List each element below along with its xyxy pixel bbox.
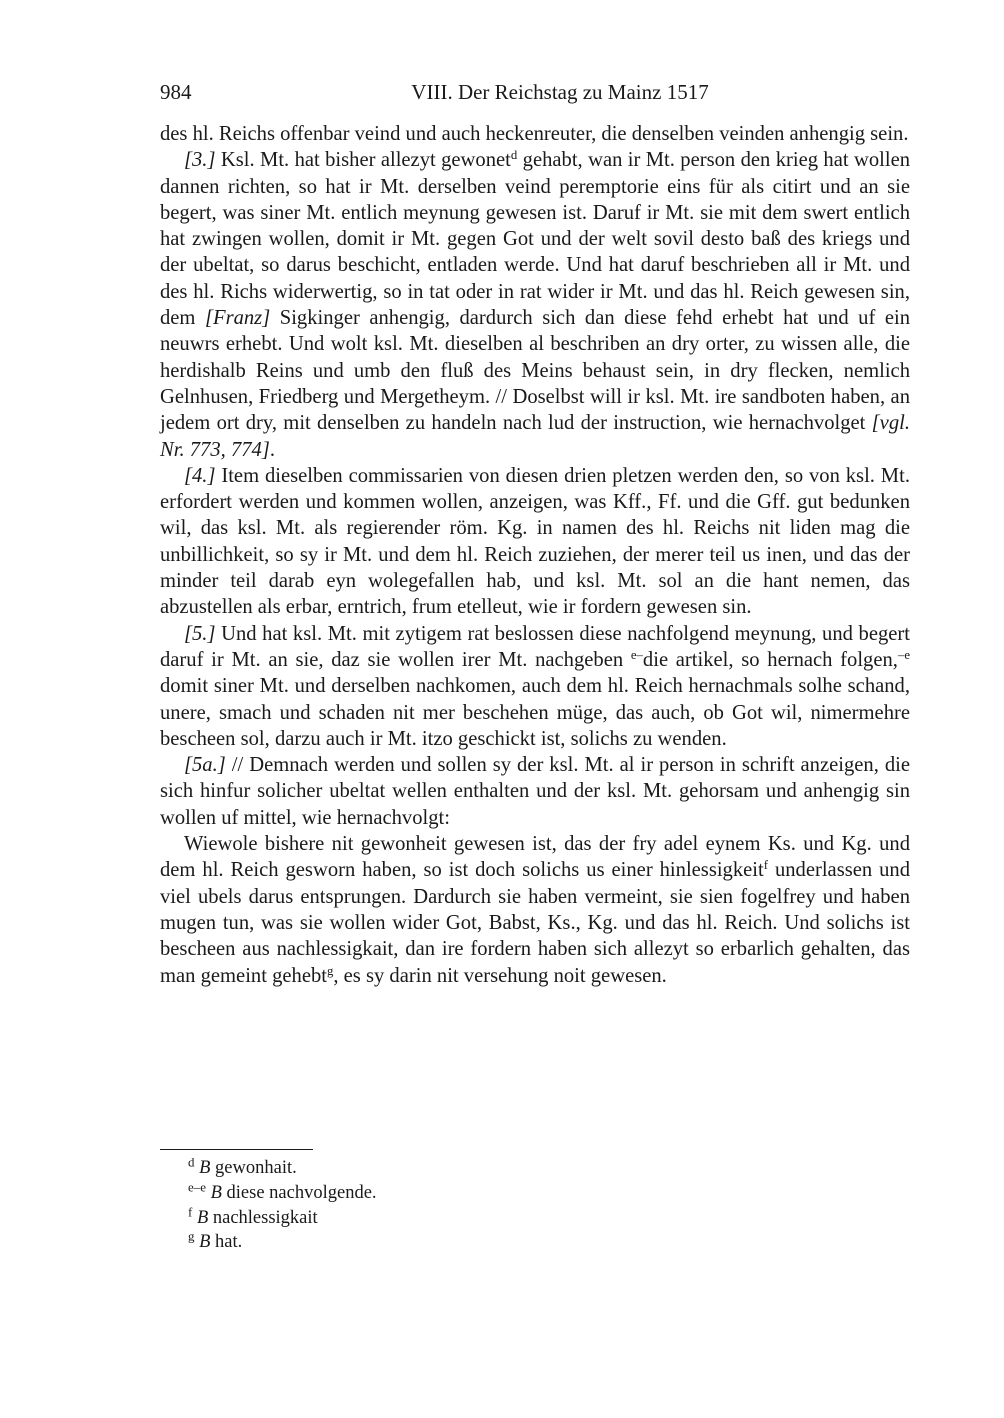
footnote-f [188, 1206, 888, 1231]
footnote-mark: g [188, 1228, 195, 1244]
footnote-text: nachlessigkait [208, 1207, 318, 1228]
page-number: 984 [160, 80, 192, 104]
paragraph-4: [4.] Item dieselben commissarien von diesen drien pletzen werden den, so von ksl. Mt. erfordert werden und kommen wollen, anzeigen, was Kff., Ff. und die Gff. gut bedunken wil, das ksl. Mt. als regierender röm. Kg. in namen des hl. Reichs nit liden mag die unbillichkeit, so sy ir Mt. und dem hl. Reich zuziehen, der merer teil us inen, und das der minder teil darab eyn wolegefallen hab, und ksl. Mt. sol an die hant nemen, das abzustellen als erbar, erntrich, frum etelleut, wie ir fordern gewesen sin. [160, 464, 910, 619]
footnote-ref-d: d [510, 148, 518, 163]
footnote-g [188, 1230, 888, 1255]
section-label: [3.] [184, 149, 216, 172]
footnote-text: diese nachvolgende. [221, 1182, 377, 1203]
paragraph-continuation: des hl. Reichs offenbar veind und auch heckenreuter, die denselben veinden anhengig sein. [160, 123, 909, 145]
footnote-ref-f: f [763, 858, 768, 873]
footnote-ref-e-close: –e [897, 647, 910, 662]
footnote-text: gewonhait. [210, 1158, 297, 1178]
paragraph-5a: [5a.] // Demnach werden und sollen sy der ksl. Mt. al ir person in schrift anzeigen, die sich hinfur solicher ubeltat wellen enthalten und der ksl. Mt. gehorsam und anhengig sin wollen uf mittel, wie hernachvolgt: [160, 754, 910, 829]
running-title: VIII. Der Reichstag zu Mainz 1517 [411, 80, 709, 104]
footnote-d [188, 1156, 888, 1181]
footnote-mark: f [188, 1204, 193, 1220]
footnote-ref-g: g [326, 963, 334, 978]
main-text [160, 121, 910, 989]
section-label: [4.] [184, 464, 216, 487]
paragraph-3: [3.] Ksl. Mt. hat bisher allezyt gewonet$^d$ gehabt, wan ir Mt. person den krieg hat wollen dannen richten, so hat ir Mt. derselben veind peremptorie eins für als citirt und an sie begert, was siner Mt. entlich meynung gewesen ist. Daruf ir Mt. sie mit dem swert entlich hat zwingen wollen, domit ir Mt. gegen Got und der welt sovil desto baß des kriegs und der ubeltat, so darus beschicht, entladen werde. Und hat daruf beschrieben all ir Mt. und des hl. Richs widerwertig, so in tat oder in rat wider ir Mt. und das hl. Reich gewesen sin, dem [Franz] Sigkinger anhengig, dardurch sich dan diese fehd erhebt hat und uf ein neuwrs erhebt. Und wolt ksl. Mt. dieselben al beschriben an dry orter, zu wissen alle, die herdishalb Reins und umb den fluß des Meins behaust sein, in dry flecken, nemlich Gelnhusen, Friedberg und Mergetheym. // Doselbst will ir ksl. Mt. ire sandboten haben, an jedem ort dry, mit denselben zu handeln nach lud der instruction, wie hernachvolget [vgl. Nr. 773, 774]. [160, 148, 911, 461]
footnote-mark: d [188, 1154, 195, 1170]
paragraph-6: Wiewole bishere nit gewonheit gewesen ist, das der fry adel eynem Ks. und Kg. und dem hl. Reich gesworn haben, so ist doch solichs us einer hinlessigkeit$^f$ underlassen und viel ubels darus entsprungen. Dardurch sie haben vermeint, sie sien fogelfrey und haben mugen tun, was sie wollen wider Got, Babst, Ks., Kg. und das hl. Reich. Und solichs ist bescheen aus nachlessigkait, dan ire fordern haben sich allezyt so erbarlich gehalten, das man gemeint gehebt$^g$, es sy darin nit versehung noit gewesen. [160, 833, 910, 987]
footnote-mark: e–e [188, 1179, 206, 1195]
footnote-siglum: B [199, 1232, 211, 1253]
footnote-siglum: B [199, 1158, 211, 1178]
footnote-text: hat. [210, 1232, 243, 1253]
footnote-siglum: B [210, 1182, 222, 1203]
section-label: [5.] [184, 622, 216, 645]
footnote-e [188, 1181, 888, 1206]
section-label: [5a.] [184, 754, 226, 777]
footnote-rule [160, 1149, 313, 1150]
footnotes [188, 1156, 888, 1255]
footnote-ref-e-open: e– [630, 647, 643, 662]
footnote-siglum: B [196, 1207, 209, 1228]
running-header [160, 80, 910, 110]
editorial-reference: [vgl. Nr. 773, 774] [160, 412, 910, 461]
editorial-insert: [Franz] [204, 307, 271, 330]
paragraph-5: [5.] Und hat ksl. Mt. mit zytigem rat beslossen diese nachfolgend meynung, und begert daruf ir Mt. an sie, daz sie wollen irer Mt. nachgeben $^{e-}$die artikel, so hernach folgen,$^{-e}$ domit siner Mt. und derselben nachkomen, auch dem hl. Reich hernachmals solhe schand, unere, smach und schaden nit mer beschehen müge, das auch, ob Got wil, nimermehre bescheen sol, darzu auch ir Mt. itzo geschickt ist, solichs zu wenden. [160, 622, 910, 750]
